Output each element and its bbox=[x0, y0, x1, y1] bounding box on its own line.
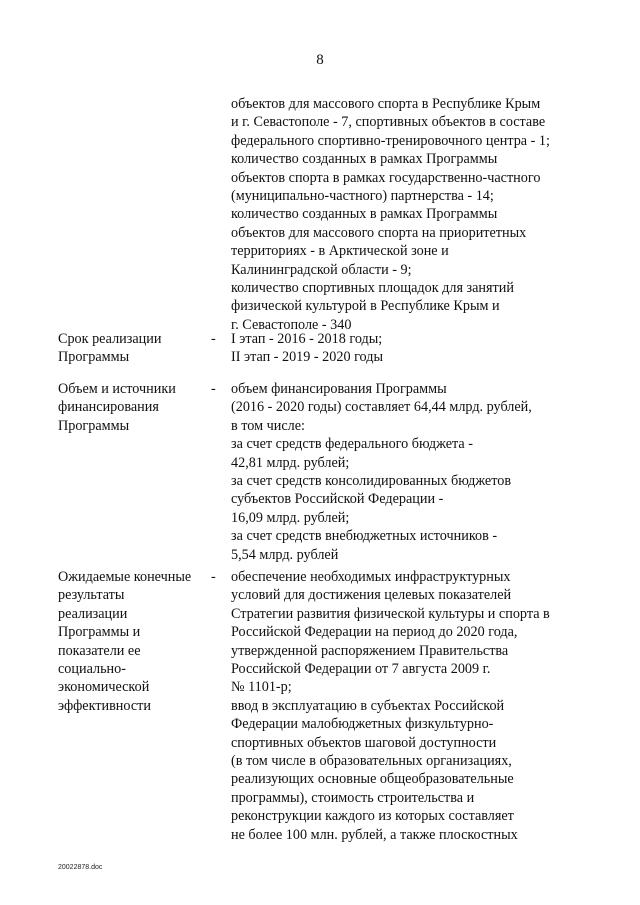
text-line: количество созданных в рамках Программы bbox=[231, 206, 498, 223]
text-line: обеспечение необходимых инфраструктурных bbox=[231, 569, 511, 585]
text-line: условий для достижения целевых показателей bbox=[231, 587, 512, 604]
label-line: Ожидаемые конечные bbox=[58, 569, 192, 585]
text-line: Федерации малобюджетных физкультурно- bbox=[231, 716, 494, 733]
text-line: (в том числе в образовательных организациях, bbox=[231, 753, 512, 770]
text-line: II этап - 2019 - 2020 годы bbox=[231, 349, 383, 366]
text-line: спортивных объектов шаговой доступности bbox=[231, 734, 497, 751]
page-number: 8 bbox=[316, 52, 324, 68]
text-line: 5,54 млрд. рублей bbox=[231, 546, 339, 563]
text-line: реализующих основные общеобразовательные bbox=[231, 771, 514, 788]
text-line: утвержденной распоряжением Правительства bbox=[231, 642, 509, 659]
label-line: эффективности bbox=[58, 697, 151, 714]
text-line: Калининградской области - 9; bbox=[231, 261, 412, 278]
text-line: не более 100 млн. рублей, а также плоскостных bbox=[231, 826, 518, 843]
period-label bbox=[58, 330, 208, 367]
text-line: реконструкции каждого из которых составляет bbox=[231, 808, 514, 825]
separator-dash: - bbox=[211, 331, 216, 347]
label-line: социально- bbox=[58, 661, 126, 678]
financing-label bbox=[58, 380, 208, 435]
text-line: и г. Севастополе - 7, спортивных объектов в составе bbox=[231, 114, 546, 131]
text-line: объектов спорта в рамках государственно-частного bbox=[231, 169, 541, 186]
label-line: Срок реализации bbox=[58, 331, 162, 347]
label-line: Программы bbox=[58, 417, 130, 434]
text-line: субъектов Российской Федерации - bbox=[231, 491, 444, 508]
text-line: объем финансирования Программы bbox=[231, 381, 447, 397]
text-line: (муниципально-частного) партнерства - 14; bbox=[231, 188, 494, 205]
text-line: № 1101-р; bbox=[231, 679, 292, 696]
text-line: Российской Федерации от 7 августа 2009 г. bbox=[231, 661, 491, 678]
text-line: (2016 - 2020 годы) составляет 64,44 млрд. рублей, bbox=[231, 399, 532, 416]
text-line: физической культурой в Республике Крым и bbox=[231, 298, 500, 315]
text-line: 16,09 млрд. рублей; bbox=[231, 509, 350, 526]
text-line: федерального спортивно-тренировочного центра - 1; bbox=[231, 132, 550, 149]
period-value bbox=[231, 330, 591, 367]
label-line: Программы bbox=[58, 349, 130, 366]
text-line: программы), стоимость строительства и bbox=[231, 789, 475, 806]
text-line: г. Севастополе - 340 bbox=[231, 316, 352, 333]
results-label bbox=[58, 568, 208, 715]
text-line: 42,81 млрд. рублей; bbox=[231, 454, 350, 471]
label-line: Программы и bbox=[58, 624, 141, 641]
text-line: объектов для массового спорта на приоритетных bbox=[231, 224, 527, 241]
text-line: объектов для массового спорта в Республике Крым bbox=[231, 96, 541, 112]
text-line: за счет средств внебюджетных источников - bbox=[231, 528, 498, 545]
text-line: территориях - в Арктической зоне и bbox=[231, 243, 449, 260]
label-line: экономической bbox=[58, 679, 150, 696]
label-line: результаты bbox=[58, 587, 125, 604]
label-line: показатели ее bbox=[58, 642, 141, 659]
text-line: ввод в эксплуатацию в субъектах Российской bbox=[231, 697, 505, 714]
text-line: I этап - 2016 - 2018 годы; bbox=[231, 331, 383, 347]
financing-value bbox=[231, 380, 591, 564]
text-line: в том числе: bbox=[231, 417, 305, 434]
separator-dash: - bbox=[211, 381, 216, 397]
text-line: Российской Федерации на период до 2020 года, bbox=[231, 624, 518, 641]
label-line: финансирования bbox=[58, 399, 159, 416]
intro-text-block bbox=[231, 95, 591, 334]
results-value bbox=[231, 568, 591, 844]
text-line: количество созданных в рамках Программы bbox=[231, 151, 498, 168]
footer-doc-code: 20022878.doc bbox=[58, 864, 103, 871]
text-line: за счет средств федерального бюджета - bbox=[231, 436, 473, 453]
separator-dash: - bbox=[211, 569, 216, 585]
label-line: Объем и источники bbox=[58, 381, 176, 397]
text-line: количество спортивных площадок для занятий bbox=[231, 280, 514, 297]
text-line: Стратегии развития физической культуры и спорта в bbox=[231, 605, 550, 622]
text-line: за счет средств консолидированных бюджетов bbox=[231, 473, 512, 490]
label-line: реализации bbox=[58, 605, 128, 622]
